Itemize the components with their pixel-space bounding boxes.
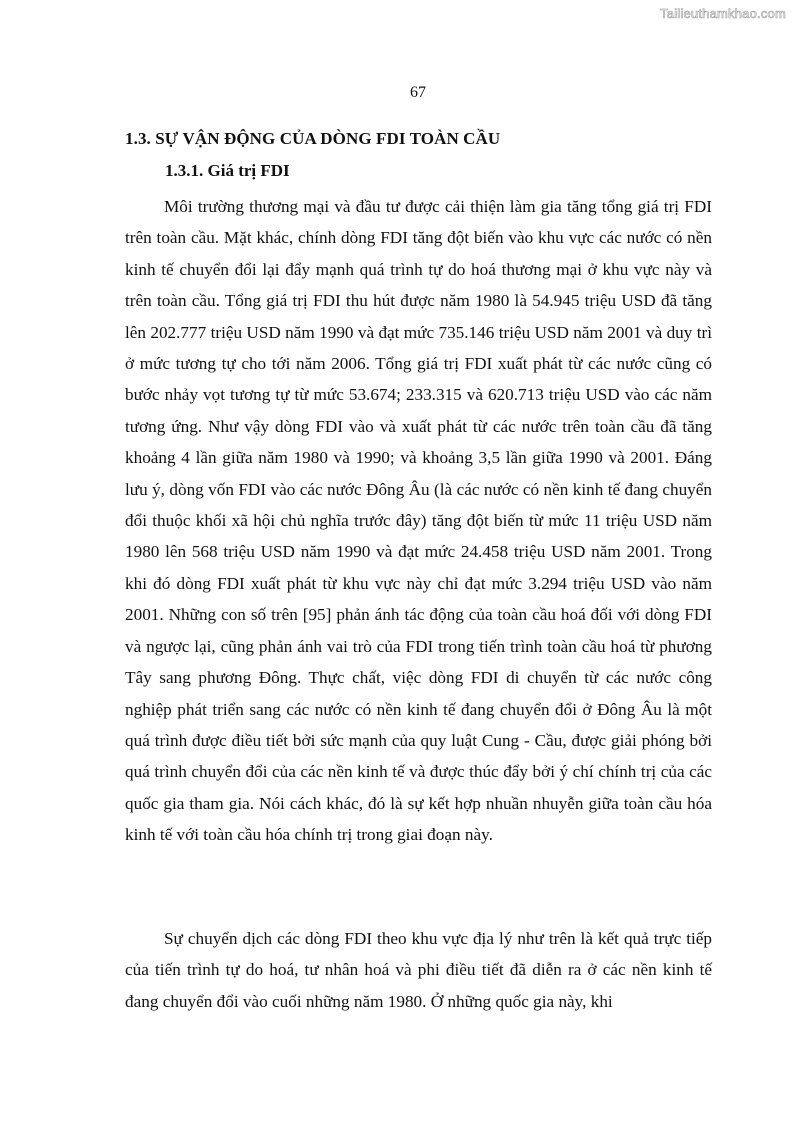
- subsection-heading: 1.3.1. Giá trị FDI: [165, 161, 290, 180]
- section-heading: 1.3. SỰ VẬN ĐỘNG CỦA DÒNG FDI TOÀN CẦU: [125, 129, 501, 148]
- paragraph-1: Môi trường thương mại và đầu tư được cải thiện làm gia tăng tổng giá trị FDI trên toàn cầu. Mặt khác, chính dòng FDI tăng đột biến vào khu vực các nước có nền kinh tế chuyển đổi lại đẩy mạnh quá trình tự do hoá thương mại ở khu vực này và trên toàn cầu. Tổng giá trị FDI thu hút được năm 1980 là 54.945 triệu USD đã tăng lên 202.777 triệu USD năm 1990 và đạt mức 735.146 triệu USD năm 2001 và duy trì ở mức tương tự cho tới năm 2006. Tổng giá trị FDI xuất phát từ các nước cũng có bước nhảy vọt tương tự từ mức 53.674; 233.315 và 620.713 triệu USD vào các năm tương ứng. Như vậy dòng FDI vào và xuất phát từ các nước trên toàn cầu đã tăng khoảng 4 lần giữa năm 1980 và 1990; và khoảng 3,5 lần giữa 1990 và 2001. Đáng lưu ý, dòng vốn FDI vào các nước Đông Âu (là các nước có nền kinh tế đang chuyển đổi thuộc khối xã hội chủ nghĩa trước đây) tăng đột biến từ mức 11 triệu USD năm 1980 lên 568 triệu USD năm 1990 và đạt mức 24.458 triệu USD năm 2001. Trong khi đó dòng FDI xuất phát từ khu vực này chỉ đạt mức 3.294 triệu USD vào năm 2001. Những con số trên [95] phản ánh tác động của toàn cầu hoá đối với dòng FDI và ngược lại, cũng phản ánh vai trò của FDI trong tiến trình toàn cầu hoá từ phương Tây sang phương Đông. Thực chất, việc dòng FDI di chuyển từ các nước công nghiệp phát triển sang các nước có nền kinh tế đang chuyển đổi ở Đông Âu là một quá trình được điều tiết bởi sức mạnh của quy luật Cung - Cầu, được giải phóng bởi quá trình chuyển đổi của các nền kinh tế và được thúc đẩy bởi ý chí chính trị của các quốc gia tham gia. Nói cách khác, đó là sự kết hợp nhuần nhuyễn giữa toàn cầu hóa kinh tế với toàn cầu hóa chính trị trong giai đoạn này.: [125, 197, 712, 845]
- page-number: 67: [410, 84, 426, 101]
- paragraph-2: Sự chuyển dịch các dòng FDI theo khu vực địa lý như trên là kết quả trực tiếp của tiến trình tự do hoá, tư nhân hoá và phi điều tiết đã diễn ra ở các nền kinh tế đang chuyển đổi vào cuối những năm 1980. Ở những quốc gia này, khi: [125, 929, 712, 1011]
- watermark: Tailieuthamkhao.com: [660, 6, 786, 21]
